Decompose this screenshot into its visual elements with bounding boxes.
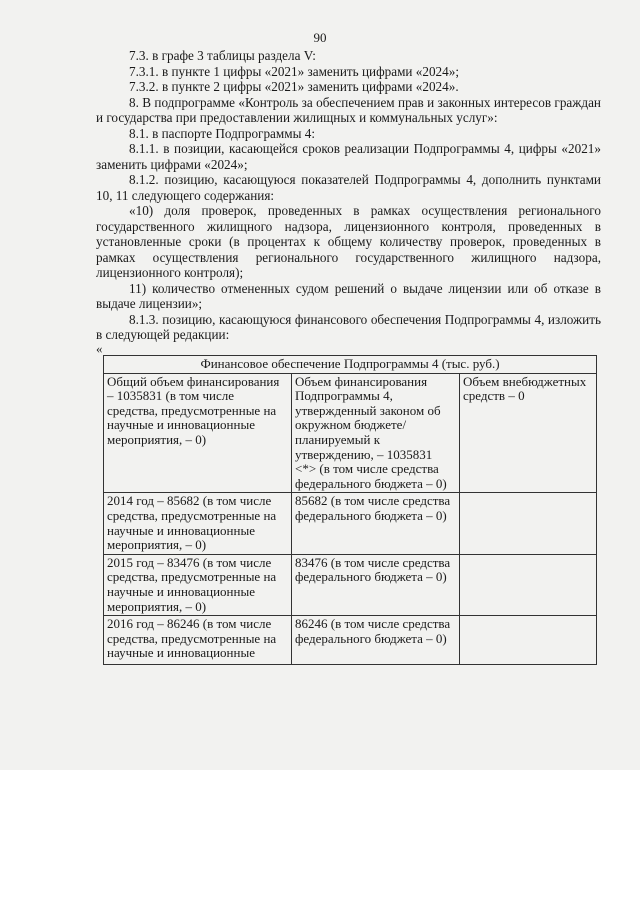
quote-open-mark: « [96,341,103,356]
table-cell: Объем внебюджетных средств – 0 [460,373,597,493]
table-row [104,373,597,493]
table-row [104,493,597,554]
table-cell [460,554,597,615]
table-cell: Общий объем финансирования – 1035831 (в том числе средства, предусмотренные на научные и инновационные мероприятия, – 0) [104,373,292,493]
body-text [96,48,601,343]
table-cell: 85682 (в том числе средства федерального бюджета – 0) [292,493,460,554]
table-cell: 86246 (в том числе средства федерального бюджета – 0) [292,616,460,665]
table-cell: 2015 год – 83476 (в том числе средства, предусмотренные на научные и инновационные мероприятия, – 0) [104,554,292,615]
table-row [104,554,597,615]
paragraph: 11) количество отмененных судом решений о выдаче лицензии или об отказе в выдаче лицензии»; [96,280,601,311]
table-cell: 2016 год – 86246 (в том числе средства, предусмотренные на научные и инновационные [104,616,292,665]
table-cell [460,616,597,665]
table-row [104,616,597,665]
page-number: 90 [313,30,327,45]
table-cell: 83476 (в том числе средства федерального бюджета – 0) [292,554,460,615]
paragraph: 8.1.3. позицию, касающуюся финансового обеспечения Подпрограммы 4, изложить в следующей редакции: [96,311,601,342]
table-cell: Объем финансирования Подпрограммы 4, утвержденный законом об окружном бюджете/планируемый к утверждению, – 1035831 <*> (в том числе средства федерального бюджета – 0) [292,373,460,493]
paragraph: «10) доля проверок, проведенных в рамках осуществления регионального государственного жилищного надзора, лицензионного контроля, проведенных в установленные сроки (в процентах к общему количеству проверок, проведенных в рамках осуществления регионального государственного жилищного надзора, лицензионного контроля); [96,203,601,280]
table-cell: 2014 год – 85682 (в том числе средства, предусмотренные на научные и инновационные мероприятия, – 0) [104,493,292,554]
paragraph: 7.3.2. в пункте 2 цифры «2021» заменить цифрами «2024». [129,79,459,94]
paragraph: 8.1.1. в позиции, касающейся сроков реализации Подпрограммы 4, цифры «2021» заменить цифрами «2024»; [96,141,601,172]
paragraph: 8.1.2. позицию, касающуюся показателей Подпрограммы 4, дополнить пунктами 10, 11 следующего содержания: [96,172,601,203]
table-cell [460,493,597,554]
paragraph: 8.1. в паспорте Подпрограммы 4: [129,125,316,141]
paragraph: 7.3.1. в пункте 1 цифры «2021» заменить цифрами «2024»; [129,63,459,79]
paragraph: 8. В подпрограмме «Контроль за обеспечением прав и законных интересов граждан и государства при предоставлении жилищных и коммунальных услуг»: [96,94,601,125]
table-title: Финансовое обеспечение Подпрограммы 4 (тыс. руб.) [104,356,597,374]
paragraph: 7.3. в графе 3 таблицы раздела V: [129,48,316,63]
financing-table [103,355,597,665]
